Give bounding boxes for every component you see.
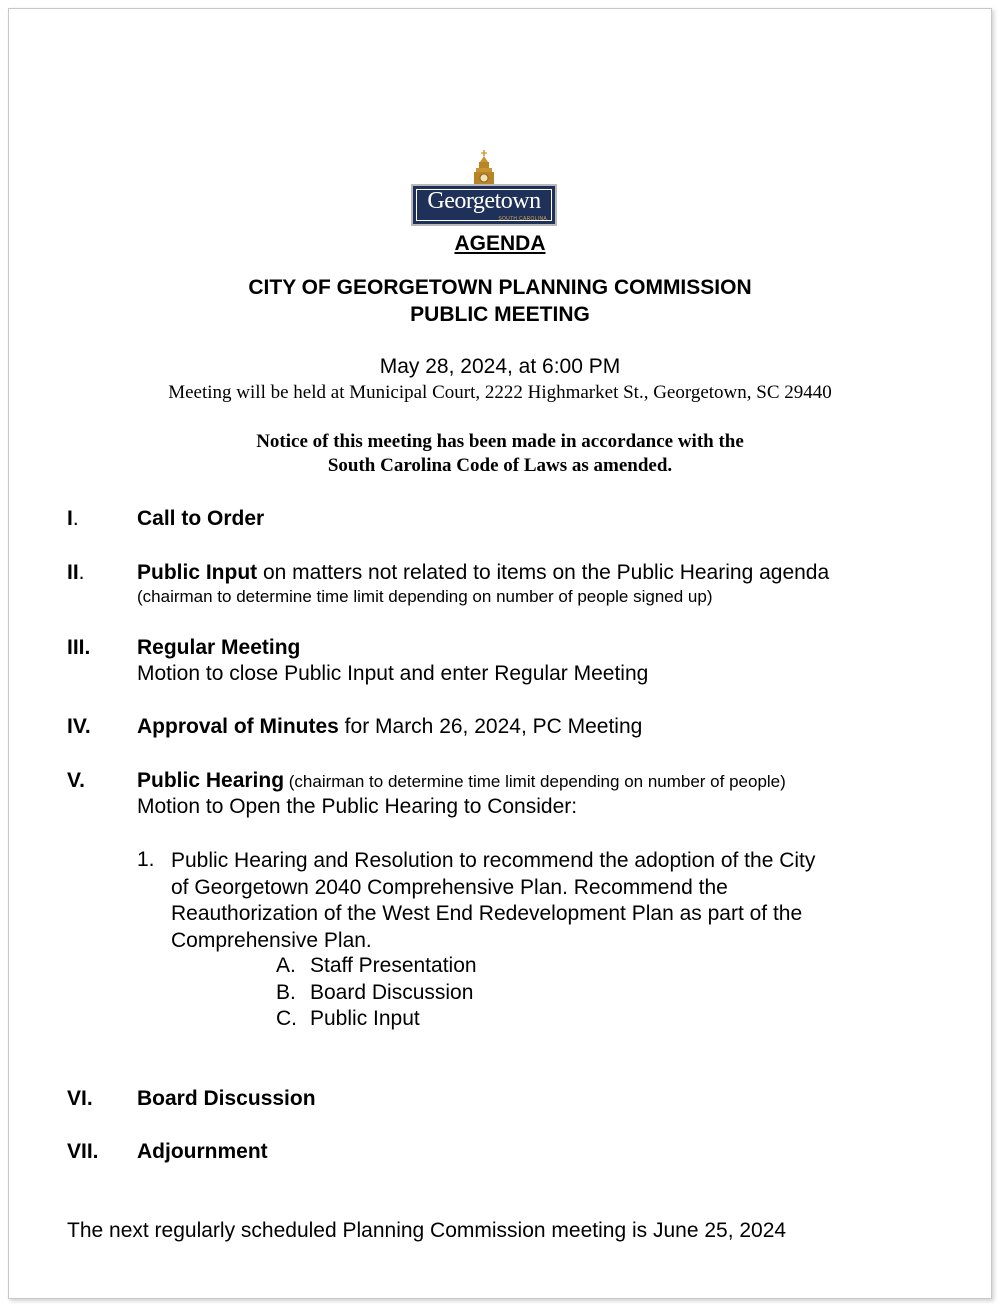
subitem-letter: A.: [276, 954, 296, 977]
next-meeting-note: The next regularly scheduled Planning Commission meeting is June 25, 2024: [67, 1219, 787, 1242]
meeting-location: Meeting will be held at Municipal Court, 2222 Highmarket St., Georgetown, SC 29440: [168, 382, 832, 403]
agenda-item-approval-of-minutes: Approval of Minutes for March 26, 2024, PC Meeting: [137, 715, 643, 738]
logo-wordmark: Georgetown: [427, 188, 541, 214]
item-numeral: VII.: [67, 1140, 99, 1163]
public-hearing-motion: Motion to Open the Public Hearing to Consider:: [137, 795, 578, 818]
notice-line-2: South Carolina Code of Laws as amended.: [327, 455, 673, 476]
public-input-note: (chairman to determine time limit depending on number of people signed up): [137, 587, 713, 606]
regular-meeting-motion: Motion to close Public Input and enter Regular Meeting: [137, 662, 649, 685]
organization-title: CITY OF GEORGETOWN PLANNING COMMISSION: [248, 276, 752, 299]
item-numeral: V.: [67, 769, 85, 792]
meeting-type: PUBLIC MEETING: [410, 303, 590, 326]
subitem-public-input: Public Input: [310, 1007, 420, 1030]
clock-tower-icon: [466, 150, 502, 188]
agenda-item-adjournment: Adjournment: [137, 1140, 268, 1163]
subitem-board-discussion: Board Discussion: [310, 981, 474, 1004]
georgetown-logo: [411, 150, 557, 226]
hearing-item-number: 1.: [137, 848, 155, 871]
item-numeral: VI.: [67, 1087, 93, 1110]
hearing-item-description: Public Hearing and Resolution to recommend the adoption of the City of Georgetown 2040 Comprehensive Plan. Recommend the Reauthorization of the West End Redevelopment Plan as part of the Comprehensive Plan.: [171, 849, 816, 952]
agenda-title: AGENDA: [454, 232, 546, 255]
subitem-letter: C.: [276, 1007, 297, 1030]
agenda-item-board-discussion: Board Discussion: [137, 1087, 316, 1110]
agenda-item-call-to-order: Call to Order: [137, 507, 265, 530]
item-numeral: I.: [67, 507, 79, 530]
logo-banner: [411, 184, 557, 226]
meeting-date-time: May 28, 2024, at 6:00 PM: [379, 355, 621, 378]
item-numeral: II.: [67, 561, 85, 584]
item-numeral: III.: [67, 636, 91, 659]
agenda-item-public-hearing: Public Hearing (chairman to determine time limit depending on number of people): [137, 769, 786, 792]
agenda-item-regular-meeting: Regular Meeting: [137, 636, 301, 659]
item-numeral: IV.: [67, 715, 91, 738]
notice-line-1: Notice of this meeting has been made in accordance with the: [256, 431, 744, 452]
logo-subtitle: SOUTH CAROLINA: [498, 216, 547, 222]
subitem-staff-presentation: Staff Presentation: [310, 954, 477, 977]
subitem-letter: B.: [276, 981, 296, 1004]
agenda-item-public-input: Public Input on matters not related to items on the Public Hearing agenda: [137, 561, 830, 584]
